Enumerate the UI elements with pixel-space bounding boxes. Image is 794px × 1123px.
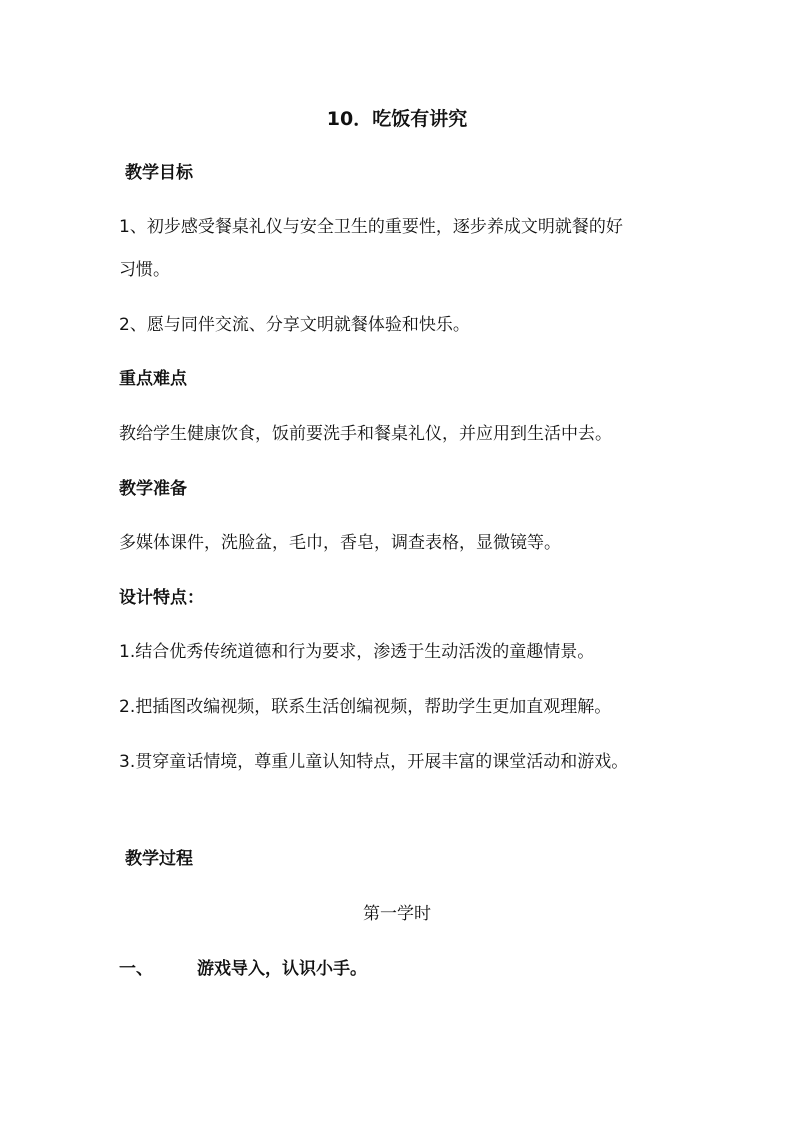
key-points-heading: 重点难点	[119, 369, 187, 389]
objective-item-2: 2、愿与同伴交流、分享文明就餐体验和快乐。	[119, 315, 470, 335]
preparation-text: 多媒体课件，洗脸盆，毛巾，香皂，调查表格，显微镜等。	[119, 533, 561, 553]
document-title: 10．吃饭有讲究	[326, 108, 468, 130]
feature-item-2: 2.把插图改编视频，联系生活创编视频，帮助学生更加直观理解。	[119, 697, 612, 717]
feature-item-1: 1.结合优秀传统道德和行为要求，渗透于生动活泼的童趣情景。	[119, 642, 595, 662]
features-heading: 设计特点：	[119, 588, 204, 608]
objective-item-1-line-2: 习惯。	[119, 260, 170, 280]
lesson-label: 第一学时	[363, 904, 431, 924]
feature-item-3: 3.贯穿童话情境，尊重儿童认知特点，开展丰富的课堂活动和游戏。	[119, 752, 629, 772]
process-step-1	[119, 957, 684, 981]
objectives-heading: 教学目标	[125, 163, 193, 183]
key-points-text: 教给学生健康饮食，饭前要洗手和餐桌礼仪，并应用到生活中去。	[119, 424, 612, 444]
step-1-text: 游戏导入，认识小手。	[197, 959, 367, 979]
process-heading: 教学过程	[125, 849, 193, 869]
step-1-number: 一、	[119, 959, 153, 979]
preparation-heading: 教学准备	[119, 479, 187, 499]
objective-item-1-line-1: 1、初步感受餐桌礼仪与安全卫生的重要性，逐步养成文明就餐的好	[119, 217, 623, 237]
